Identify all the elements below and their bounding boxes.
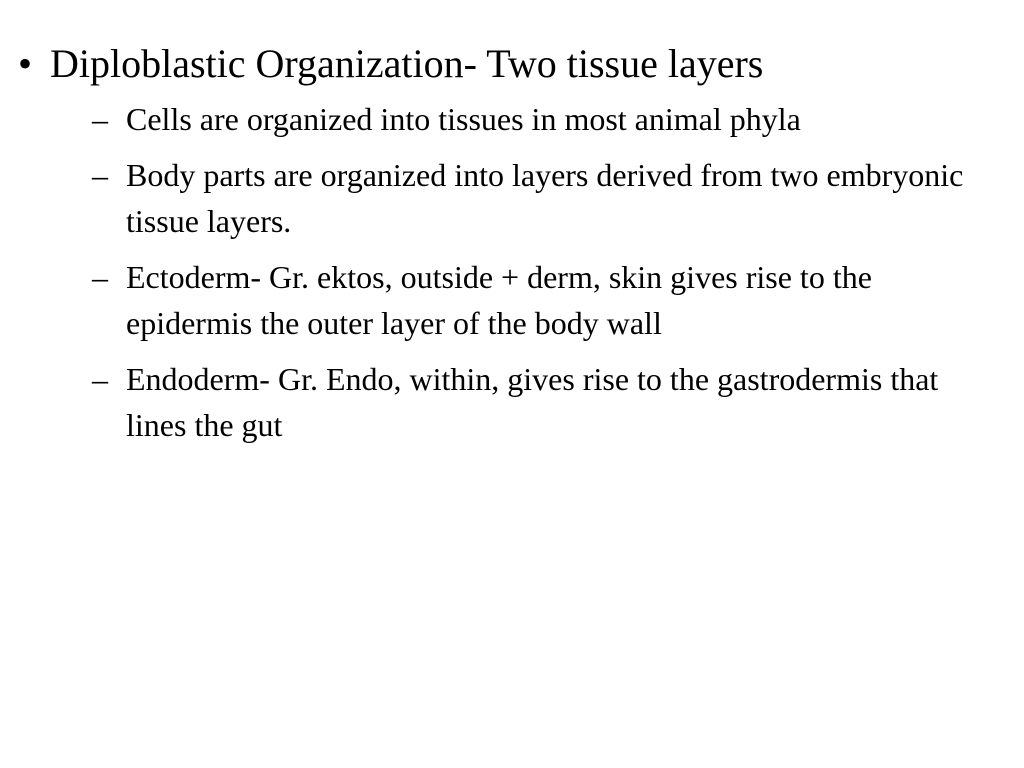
main-bullet-content xyxy=(50,40,998,458)
bullet-list xyxy=(18,40,998,458)
sub-bullet-text: Cells are organized into tissues in most animal phyla xyxy=(126,101,801,137)
dash-marker: – xyxy=(92,157,108,193)
sub-bullet-text: Endoderm- Gr. Endo, within, gives rise to the gastrodermis that lines the gut xyxy=(126,361,939,443)
dash-marker: – xyxy=(92,101,108,137)
bullet-marker: • xyxy=(18,41,33,86)
sub-bullet-cells xyxy=(92,96,998,142)
sub-bullet-text: Ectoderm- Gr. ektos, outside + derm, skin gives rise to the epidermis the outer layer of the body wall xyxy=(126,259,872,341)
main-bullet-item xyxy=(18,40,998,458)
main-bullet-text: Diploblastic Organization- Two tissue layers xyxy=(50,41,764,86)
dash-marker: – xyxy=(92,361,108,397)
sub-bullet-endoderm xyxy=(92,356,998,448)
dash-marker: – xyxy=(92,259,108,295)
sub-bullet-body-parts xyxy=(92,152,998,244)
sub-bullet-text: Body parts are organized into layers derived from two embryonic tissue layers. xyxy=(126,157,964,239)
sub-bullet-list xyxy=(50,96,998,448)
sub-bullet-ectoderm xyxy=(92,254,998,346)
